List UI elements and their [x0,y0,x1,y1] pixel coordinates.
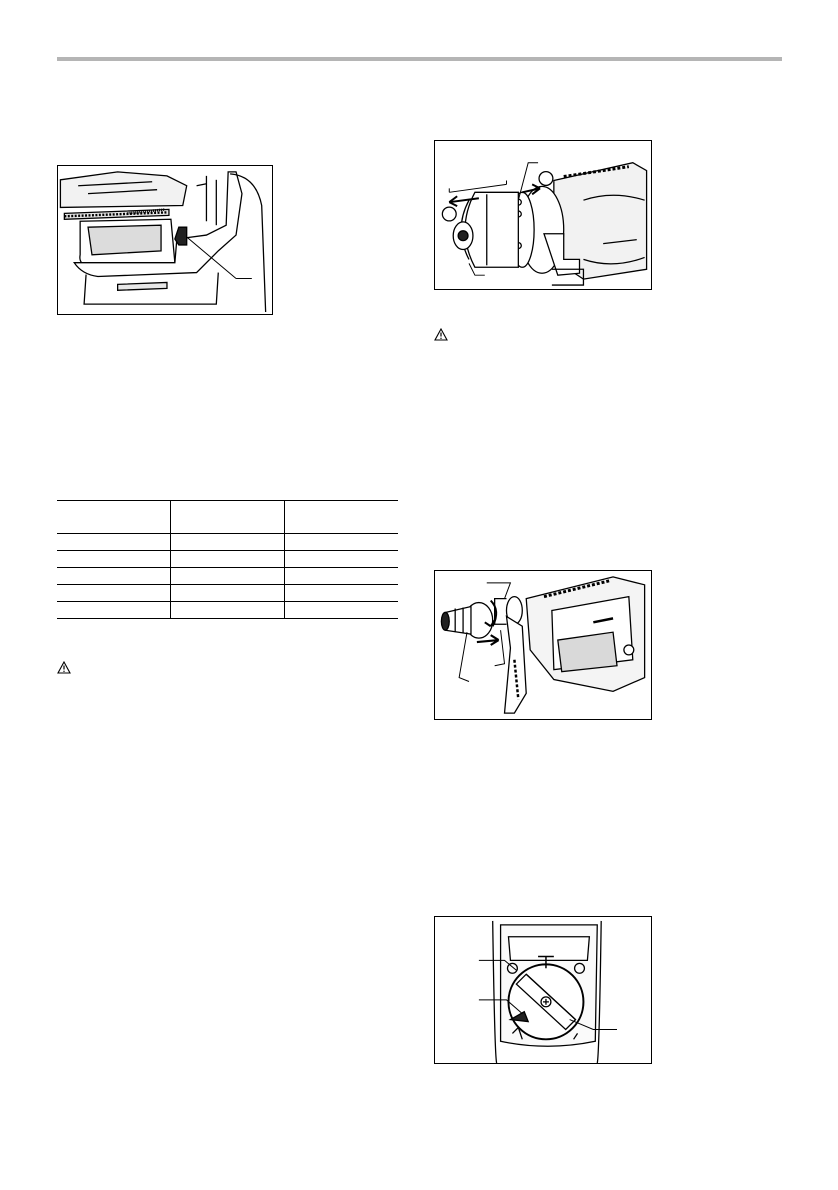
header-rule [57,57,782,61]
chuck-release-illustration [435,141,651,289]
table-cell [284,551,398,568]
table-cell [170,602,284,619]
table-cell [170,534,284,551]
spec-table-header-cell [284,501,398,534]
table-cell [57,585,170,602]
warning-triangle-icon [57,661,71,674]
table-row [57,602,398,619]
table-row [57,534,398,551]
table-cell [170,551,284,568]
spec-table-header-cell [57,501,170,534]
table-cell [57,551,170,568]
figure-chuck-attach [434,570,652,720]
chuck-attach-illustration [435,571,651,719]
warning-triangle-icon [434,328,448,341]
table-cell [284,602,398,619]
drill-switch-illustration [58,166,272,314]
table-cell [57,602,170,619]
table-cell [284,568,398,585]
table-cell [170,568,284,585]
table-row [57,551,398,568]
figure-switch-lever [57,165,273,315]
table-cell [57,568,170,585]
table-row [57,585,398,602]
figure-chuck-release [434,140,652,290]
spec-table [57,500,398,619]
spec-table-header-row [57,501,398,534]
table-cell [57,534,170,551]
table-cell [284,585,398,602]
table-cell [170,585,284,602]
figure-mode-dial [434,916,652,1064]
table-cell [284,534,398,551]
spec-table-header-cell [170,501,284,534]
table-row [57,568,398,585]
mode-dial-illustration [435,917,651,1063]
